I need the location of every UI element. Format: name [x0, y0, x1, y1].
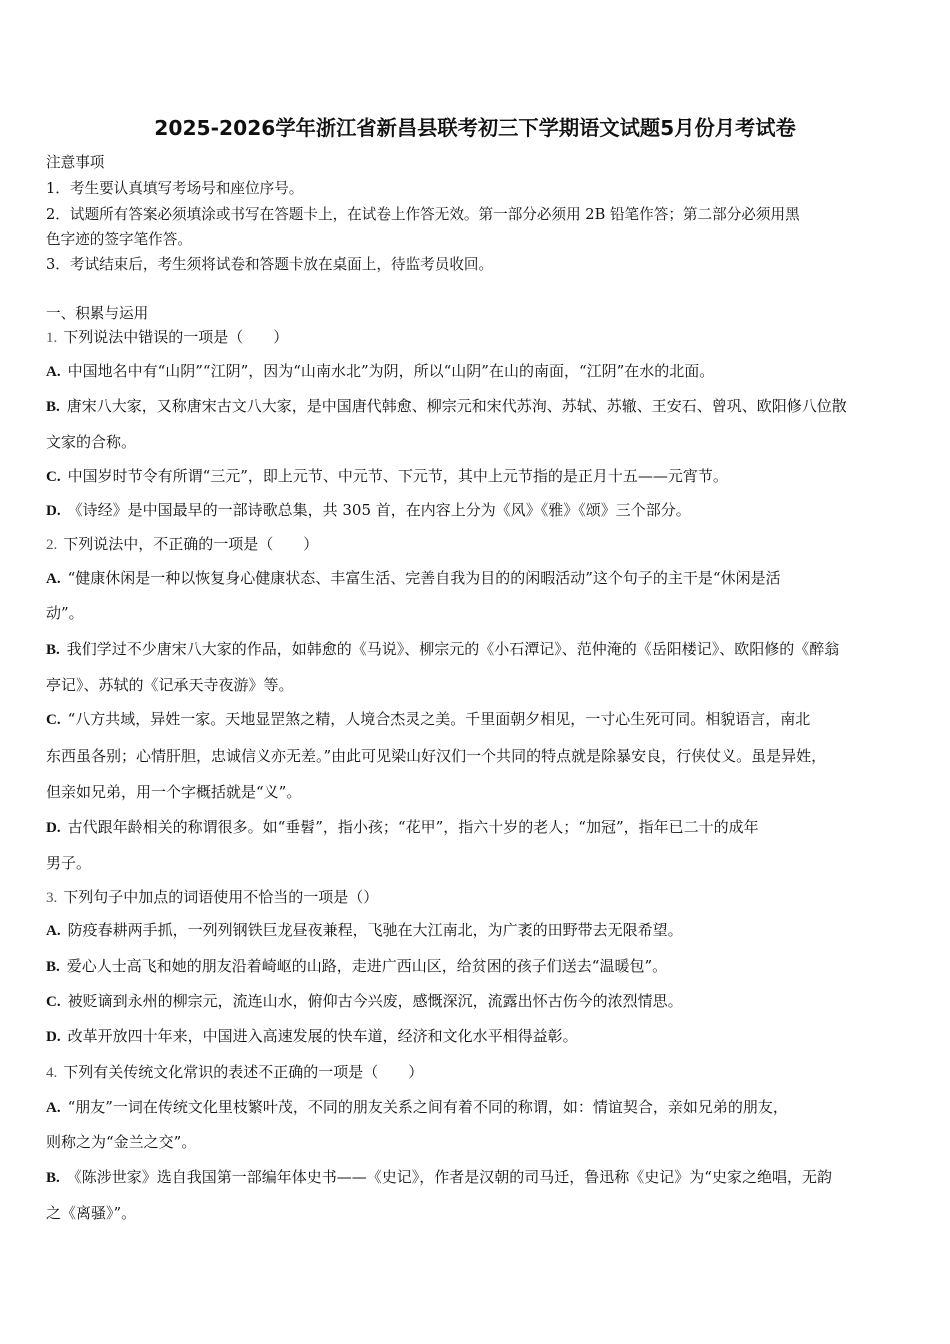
option-text: 中国地名中有“山阴”“江阴”，因为“山南水北”为阴，所以“山阴”在山的南面，“江阴”在水的北面。	[67, 362, 715, 380]
option-label: A.	[46, 364, 61, 380]
option-continuation: 动”。	[46, 604, 84, 622]
option-label: B.	[46, 399, 60, 415]
option-b	[46, 955, 667, 976]
option-a	[46, 919, 683, 940]
option-text: “健康休闲是一种以恢复身心健康状态、丰富生活、完善自我为目的的闲暇活动”这个句子的主干是“休闲是活	[67, 569, 781, 587]
option-label: B.	[46, 642, 60, 658]
option-continuation: 亭记》、苏轼的《记承天寺夜游》等。	[46, 676, 294, 694]
notice-item: 2．试题所有答案必须填涂或书写在答题卡上，在试卷上作答无效。第一部分必须用 2B 铅笔作答；第二部分必须用黑	[46, 206, 800, 223]
option-label: A.	[46, 571, 61, 587]
option-continuation: 男子。	[46, 854, 92, 872]
question-text: 下列有关传统文化常识的表述不正确的一项是（ ）	[63, 1063, 424, 1081]
page-title: 2025-2026学年浙江省新昌县联考初三下学期语文试题5月份月考试卷	[154, 116, 796, 140]
option-label: D.	[46, 503, 61, 519]
question-number: 3.	[46, 890, 58, 906]
option-d	[46, 1025, 578, 1046]
option-c	[46, 708, 810, 729]
option-a	[46, 360, 714, 381]
option-text: 改革开放四十年来，中国进入高速发展的快车道，经济和文化水平相得益彰。	[67, 1027, 578, 1045]
option-text: 被贬谪到永州的柳宗元，流连山水，俯仰古今兴废，感慨深沉，流露出怀古伤今的浓烈情思。	[67, 992, 683, 1010]
option-text: 中国岁时节令有所谓“三元”，即上元节、中元节、下元节，其中上元节指的是正月十五——元宵节。	[67, 467, 728, 485]
question-stem	[46, 326, 288, 347]
question-stem	[46, 1061, 423, 1082]
option-text: 唐宋八大家，又称唐宋古文八大家，是中国唐代韩愈、柳宗元和宋代苏洵、苏轼、苏辙、王安石、曾巩、欧阳修八位散	[66, 397, 847, 415]
notice-item: 1．考生要认真填写考场号和座位序号。	[46, 180, 304, 197]
option-a	[46, 567, 781, 588]
option-text: 《陈涉世家》选自我国第一部编年体史书——《史记》，作者是汉朝的司马迁，鲁迅称《史记》为“史家之绝唱，无韵	[66, 1168, 832, 1186]
option-continuation: 东西虽各别；心情肝胆，忠诚信义亦无差。”由此可见梁山好汉们一个共同的特点就是除暴安良，行侠仗义。虽是异姓，	[46, 747, 827, 765]
option-b	[46, 638, 839, 659]
question-number: 1.	[46, 330, 58, 346]
option-continuation: 则称之为“金兰之交”。	[46, 1133, 197, 1151]
option-c	[46, 465, 728, 486]
option-text: 防疫春耕两手抓，一列列钢铁巨龙昼夜兼程，飞驰在大江南北，为广袤的田野带去无限希望。	[67, 921, 683, 939]
section-heading: 一、积累与运用	[46, 305, 149, 322]
option-label: C.	[46, 712, 61, 728]
option-text: “八方共域，异姓一家。天地显罡煞之精，人境合杰灵之美。千里面朝夕相见，一寸心生死可同。相貌语言，南北	[67, 710, 811, 728]
option-a	[46, 1096, 788, 1117]
option-text: 我们学过不少唐宋八大家的作品，如韩愈的《马说》、柳宗元的《小石潭记》、范仲淹的《岳阳楼记》、欧阳修的《醉翁	[66, 640, 840, 658]
option-label: A.	[46, 1100, 61, 1116]
question-text: 下列说法中，不正确的一项是（ ）	[63, 535, 319, 553]
option-label: B.	[46, 1170, 60, 1186]
option-label: B.	[46, 959, 60, 975]
option-d	[46, 816, 759, 837]
option-text: 古代跟年龄相关的称谓很多。如“垂髫”，指小孩；“花甲”，指六十岁的老人；“加冠”，指年已二十的成年	[67, 818, 759, 836]
notice-item: 3．考试结束后，考生须将试卷和答题卡放在桌面上，待监考员收回。	[46, 256, 494, 273]
option-label: C.	[46, 469, 61, 485]
question-number: 4.	[46, 1065, 58, 1081]
question-text: 下列说法中错误的一项是（ ）	[63, 328, 289, 346]
option-b	[46, 395, 847, 416]
option-label: A.	[46, 923, 61, 939]
question-number: 2.	[46, 537, 58, 553]
question-stem	[46, 886, 378, 907]
notice-item: 色字迹的签字笔作答。	[46, 231, 192, 248]
question-text: 下列句子中加点的词语使用不恰当的一项是（）	[63, 888, 379, 906]
option-label: C.	[46, 994, 61, 1010]
notice-heading: 注意事项	[46, 154, 105, 171]
option-b	[46, 1166, 832, 1187]
option-label: D.	[46, 820, 61, 836]
question-stem	[46, 533, 318, 554]
option-continuation: 文家的合称。	[46, 433, 137, 451]
option-c	[46, 990, 683, 1011]
option-d	[46, 499, 691, 520]
option-continuation: 之《离骚》”。	[46, 1204, 137, 1222]
option-text: 《诗经》是中国最早的一部诗歌总集，共 305 首，在内容上分为《风》《雅》《颂》三个部分。	[67, 501, 691, 519]
option-label: D.	[46, 1029, 61, 1045]
option-text: “朋友”一词在传统文化里枝繁叶茂，不同的朋友关系之间有着不同的称谓，如：情谊契合，亲如兄弟的朋友，	[67, 1098, 788, 1116]
option-text: 爱心人士高飞和她的朋友沿着崎岖的山路，走进广西山区，给贫困的孩子们送去“温暖包”。	[66, 957, 668, 975]
option-continuation: 但亲如兄弟，用一个字概括就是“义”。	[46, 783, 302, 801]
